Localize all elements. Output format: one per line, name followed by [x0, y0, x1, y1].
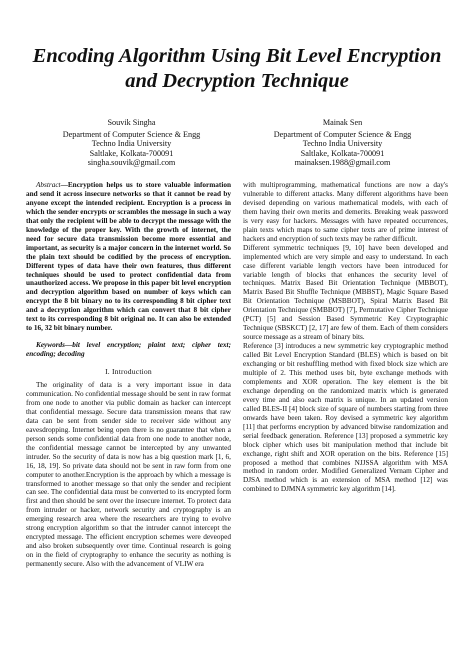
- author-name: Souvik Singha: [107, 118, 156, 127]
- abstract-text: —Encryption helps us to store valuable information and send it across insecure networks so that it cannot be read by anyone except the intended recipient. Encryption is a process in which the sender encrypts or scrambles the message in such a way that only the recipient will be able to decrypt the message with the knowledge of the proper key. With the growth of internet, the need for secure data transmission become more essential and important, as security is a major concern in the internet world. So the plain text should be codified by the process of encryption. Different types of data have their own features, thus different techniques should be used to protect confidential data from unauthorized access. We propose in this paper bit level encryption and decryption algorithm based on number of keys which can encrypt the 8 bit binary no to its corresponding 8 bit cipher text and a decryption algorithm which can convert that 8 bit cipher text to its corresponding 8 bit original no. It can also be extended to 16, 32 bit binary number.: [26, 180, 231, 333]
- author-address: Saltlake, Kolkata-700091: [89, 148, 174, 158]
- author-1: [26, 118, 237, 168]
- left-column: [26, 181, 231, 569]
- author-university: Techno India University: [91, 139, 172, 149]
- author-2: [237, 118, 448, 168]
- paper-title: [26, 44, 448, 94]
- body-paragraph: with multiprogramming, mathematical functions are now a day's vulnerable to different attacks. Many different algorithms have been devised depending on various mathematical models, with each of them having their own merits and demerits. Breaking weak password is very easy for hackers. Messages with have repeated occurrences, plain texts which maps to same cipher texts are of prime interest of hackers and encryption of such texts may be rather difficult.: [243, 180, 448, 243]
- author-department: Department of Computer Science & Engg: [273, 129, 412, 139]
- right-column: [243, 181, 448, 569]
- abstract: [26, 181, 231, 333]
- keywords: Keywords—bit level encryption; plaint text; cipher text; encoding; decoding: [26, 341, 231, 359]
- author-department: Department of Computer Science & Engg: [62, 129, 201, 139]
- body-columns: [26, 181, 448, 569]
- section-heading: I. Introduction: [105, 367, 152, 377]
- title-line-2: and Decryption Technique: [125, 70, 349, 92]
- abstract-label: Abstract: [36, 180, 61, 189]
- author-name: Mainak Sen: [322, 118, 363, 127]
- author-university: Techno India University: [302, 139, 383, 149]
- title-line-1: Encoding Algorithm Using Bit Level Encryption: [32, 45, 442, 67]
- author-email: singha.souvik@gmail.com: [87, 158, 176, 168]
- body-paragraph: Different symmetric techniques [9, 10] have been developed and implemented which are very simple and easy to understand. In each case different variable length vectors have been introduced for variable length of blocks that enhances the security level of techniques. Matrix Based Bit Orientation Technique (MBBOT), Matrix Based Bit Shuffle Technique (MBBST), Magic Square Based Bit Orientation Technique (MSBBOT), Spiral Matrix Based Bit Orientation Technique (SMBBOT) [7], Permutative Cipher Technique (PCT) [5] and Session Based Symmetric Key Cryptographic Technique (SBSKCT) [2, 17] are few of them. Each of them considers source message as a stream of binary bits.: [243, 243, 448, 342]
- body-paragraph: Reference [3] introduces a new symmetric key cryptographic method called Bit Level Encryption Standard (BLES) which is based on bit exchanging or bit reshuffling method with fixed block size which are multiple of 2. This method uses bit, byte exchange methods with complements and XOR operation. The key element is the bit exchange depending on the randomized matrix which is generated every time and also each matrix is unique. In an updated version called BLES-II [4] block size of square of numbers starting from three onwards have been taken. Roy devised a symmetric key algorithm [11] that performs encryption by advanced bitwise randomization and serial feedback generation. Reference [13] proposed a symmetric key block cipher which uses bit manipulation method that include bit exchange, right shift and XOR operation on the bits. Reference [15] proposed a method that combines NJJSSA algorithm with MSA method in random order. Modified Generalized Vernam Cipher and DJSA method which is an extension of MSA method [12] was combined to DJMNA symmetric key algorithm [14].: [243, 342, 448, 494]
- author-email: mainaksen.1988@gmail.com: [294, 158, 391, 168]
- author-address: Saltlake, Kolkata-700091: [300, 148, 385, 158]
- intro-paragraph: The originality of data is a very important issue in data communication. No confidential message should be sent in raw format from one node to another via public domain as hacker can intercept that confidential message. Secure data transmission means that raw data can be sent from sender side to receiver side without any eavesdropping. Internet being open there is no guarantee that when a person sends some confidential data from one node to another node, the confidential message cannot be intercepted by any unwanted intruder. So the security of data is now has a big question mark [1, 6, 16, 18, 19]. So private data should not be sent in raw form from one computer to another.Encryption is the approach by which a message is transformed to another message so that only the sender and recipient can see. The confidential data must be converted to its encrypted form first and then should be sent over the insecure internet. To protect data from intruder or hacker, network security and cryptography is an emerging research area where the researchers are trying to evolve strong encryption algorithm so that the intruder cannot intercept the encrypted message. The efficient encryption schemes were deveoped and also broken subsequently over time. Continual research is going on in the field of cryptography to enhance the security as nothing is permanently secure. Also with the advancement of VLIW era: [26, 381, 231, 569]
- author-block: [26, 118, 448, 168]
